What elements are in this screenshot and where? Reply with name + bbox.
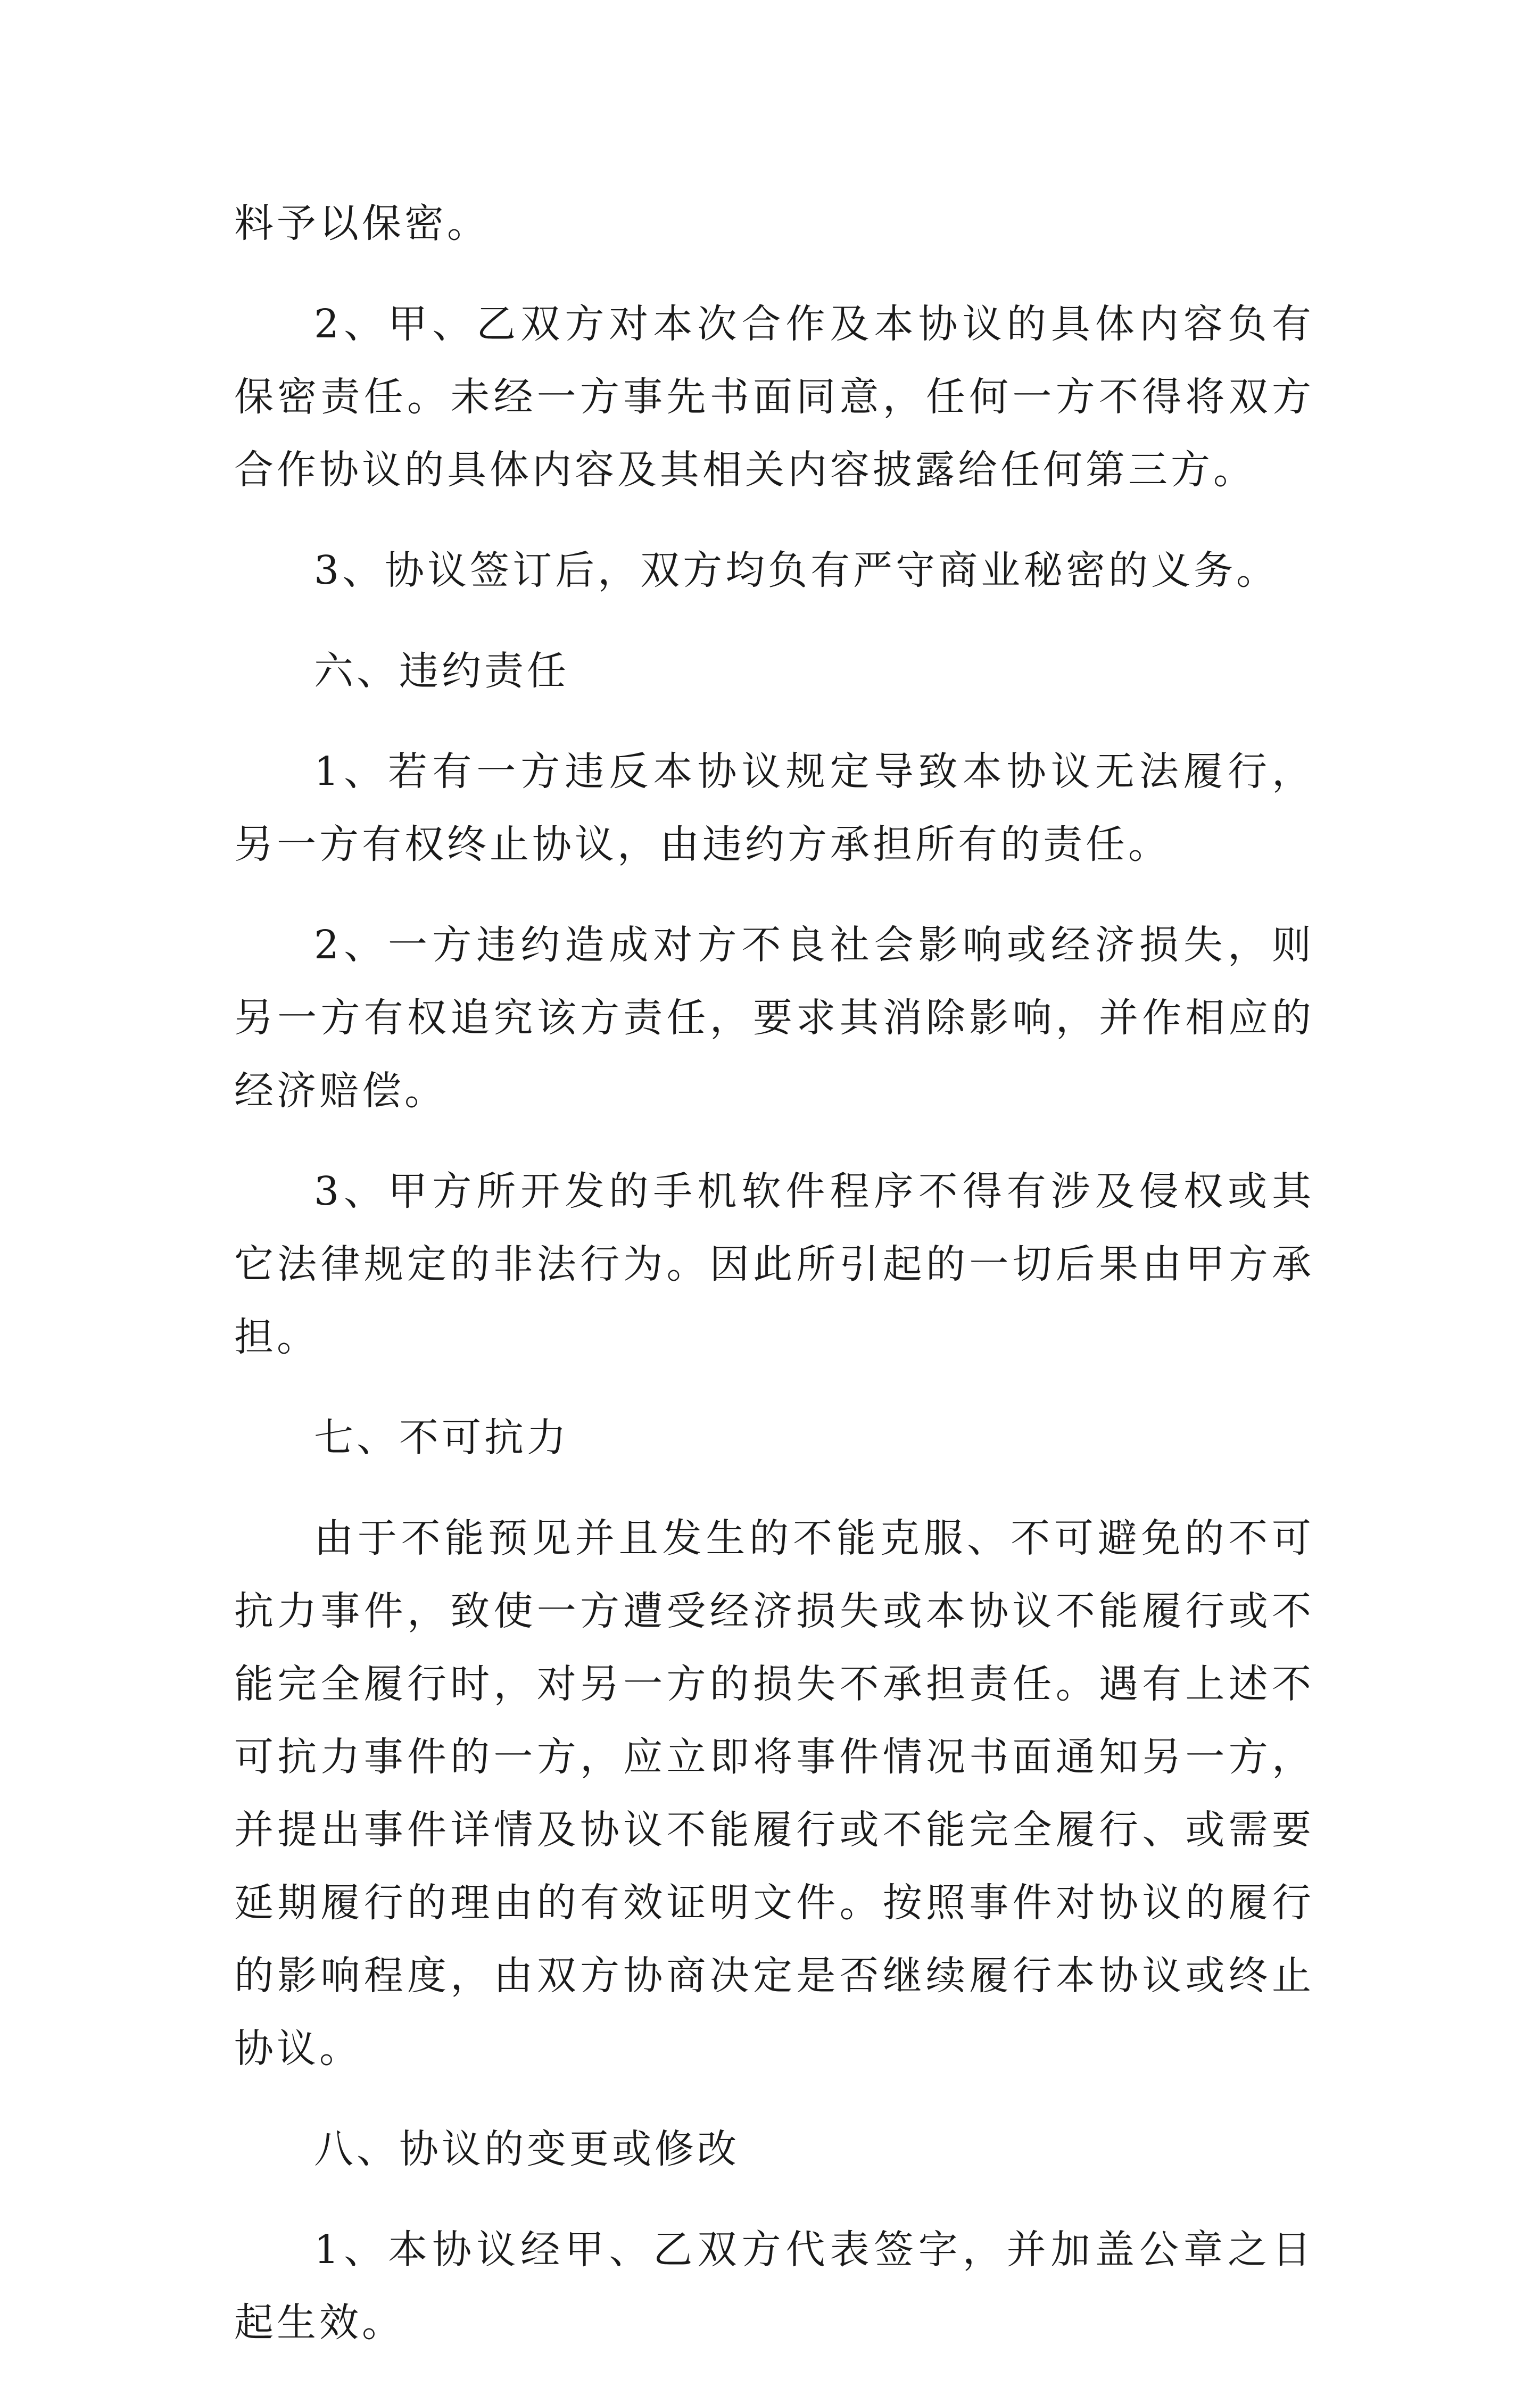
paragraph-force-majeure: 由于不能预见并且发生的不能克服、不可避免的不可抗力事件，致使一方遭受经济损失或本协议不能履行或不能完全履行时，对另一方的损失不承担责任。遇有上述不可抗力事件的一方，应立即将事件情况书面通知另一方，并提出事件详情及协议不能履行或不能完全履行、或需要延期履行的理由的有效证明文件。按照事件对协议的履行的影响程度，由双方协商决定是否继续履行本协议或终止协议。	[234, 1515, 1314, 2071]
section-heading-amendment: 八、协议的变更或修改	[314, 2126, 740, 2172]
section-heading-breach: 六、违约责任	[314, 648, 569, 694]
paragraph-breach-3: 3、甲方所开发的手机软件程序不得有涉及侵权或其它法律规定的非法行为。因此所引起的一切后果由甲方承担。	[234, 1168, 1314, 1360]
paragraph-confidentiality-2: 2、甲、乙双方对本次合作及本协议的具体内容负有保密责任。未经一方事先书面同意，任何一方不得将双方合作协议的具体内容及其相关内容披露给任何第三方。	[234, 301, 1314, 493]
document-page	[234, 187, 1314, 2387]
paragraph-breach-1: 1、若有一方违反本协议规定导致本协议无法履行，另一方有权终止协议，由违约方承担所有的责任。	[234, 749, 1314, 867]
paragraph-breach-2: 2、一方违约造成对方不良社会影响或经济损失，则另一方有权追究该方责任，要求其消除影响，并作相应的经济赔偿。	[234, 922, 1314, 1114]
paragraph-amendment-1: 1、本协议经甲、乙双方代表签字，并加盖公章之日起生效。	[234, 2227, 1314, 2345]
paragraph-confidentiality-3: 3、协议签订后，双方均负有严守商业秘密的义务。	[314, 548, 1279, 593]
section-heading-force-majeure: 七、不可抗力	[314, 1415, 569, 1461]
paragraph-continuation: 料予以保密。	[234, 201, 490, 246]
